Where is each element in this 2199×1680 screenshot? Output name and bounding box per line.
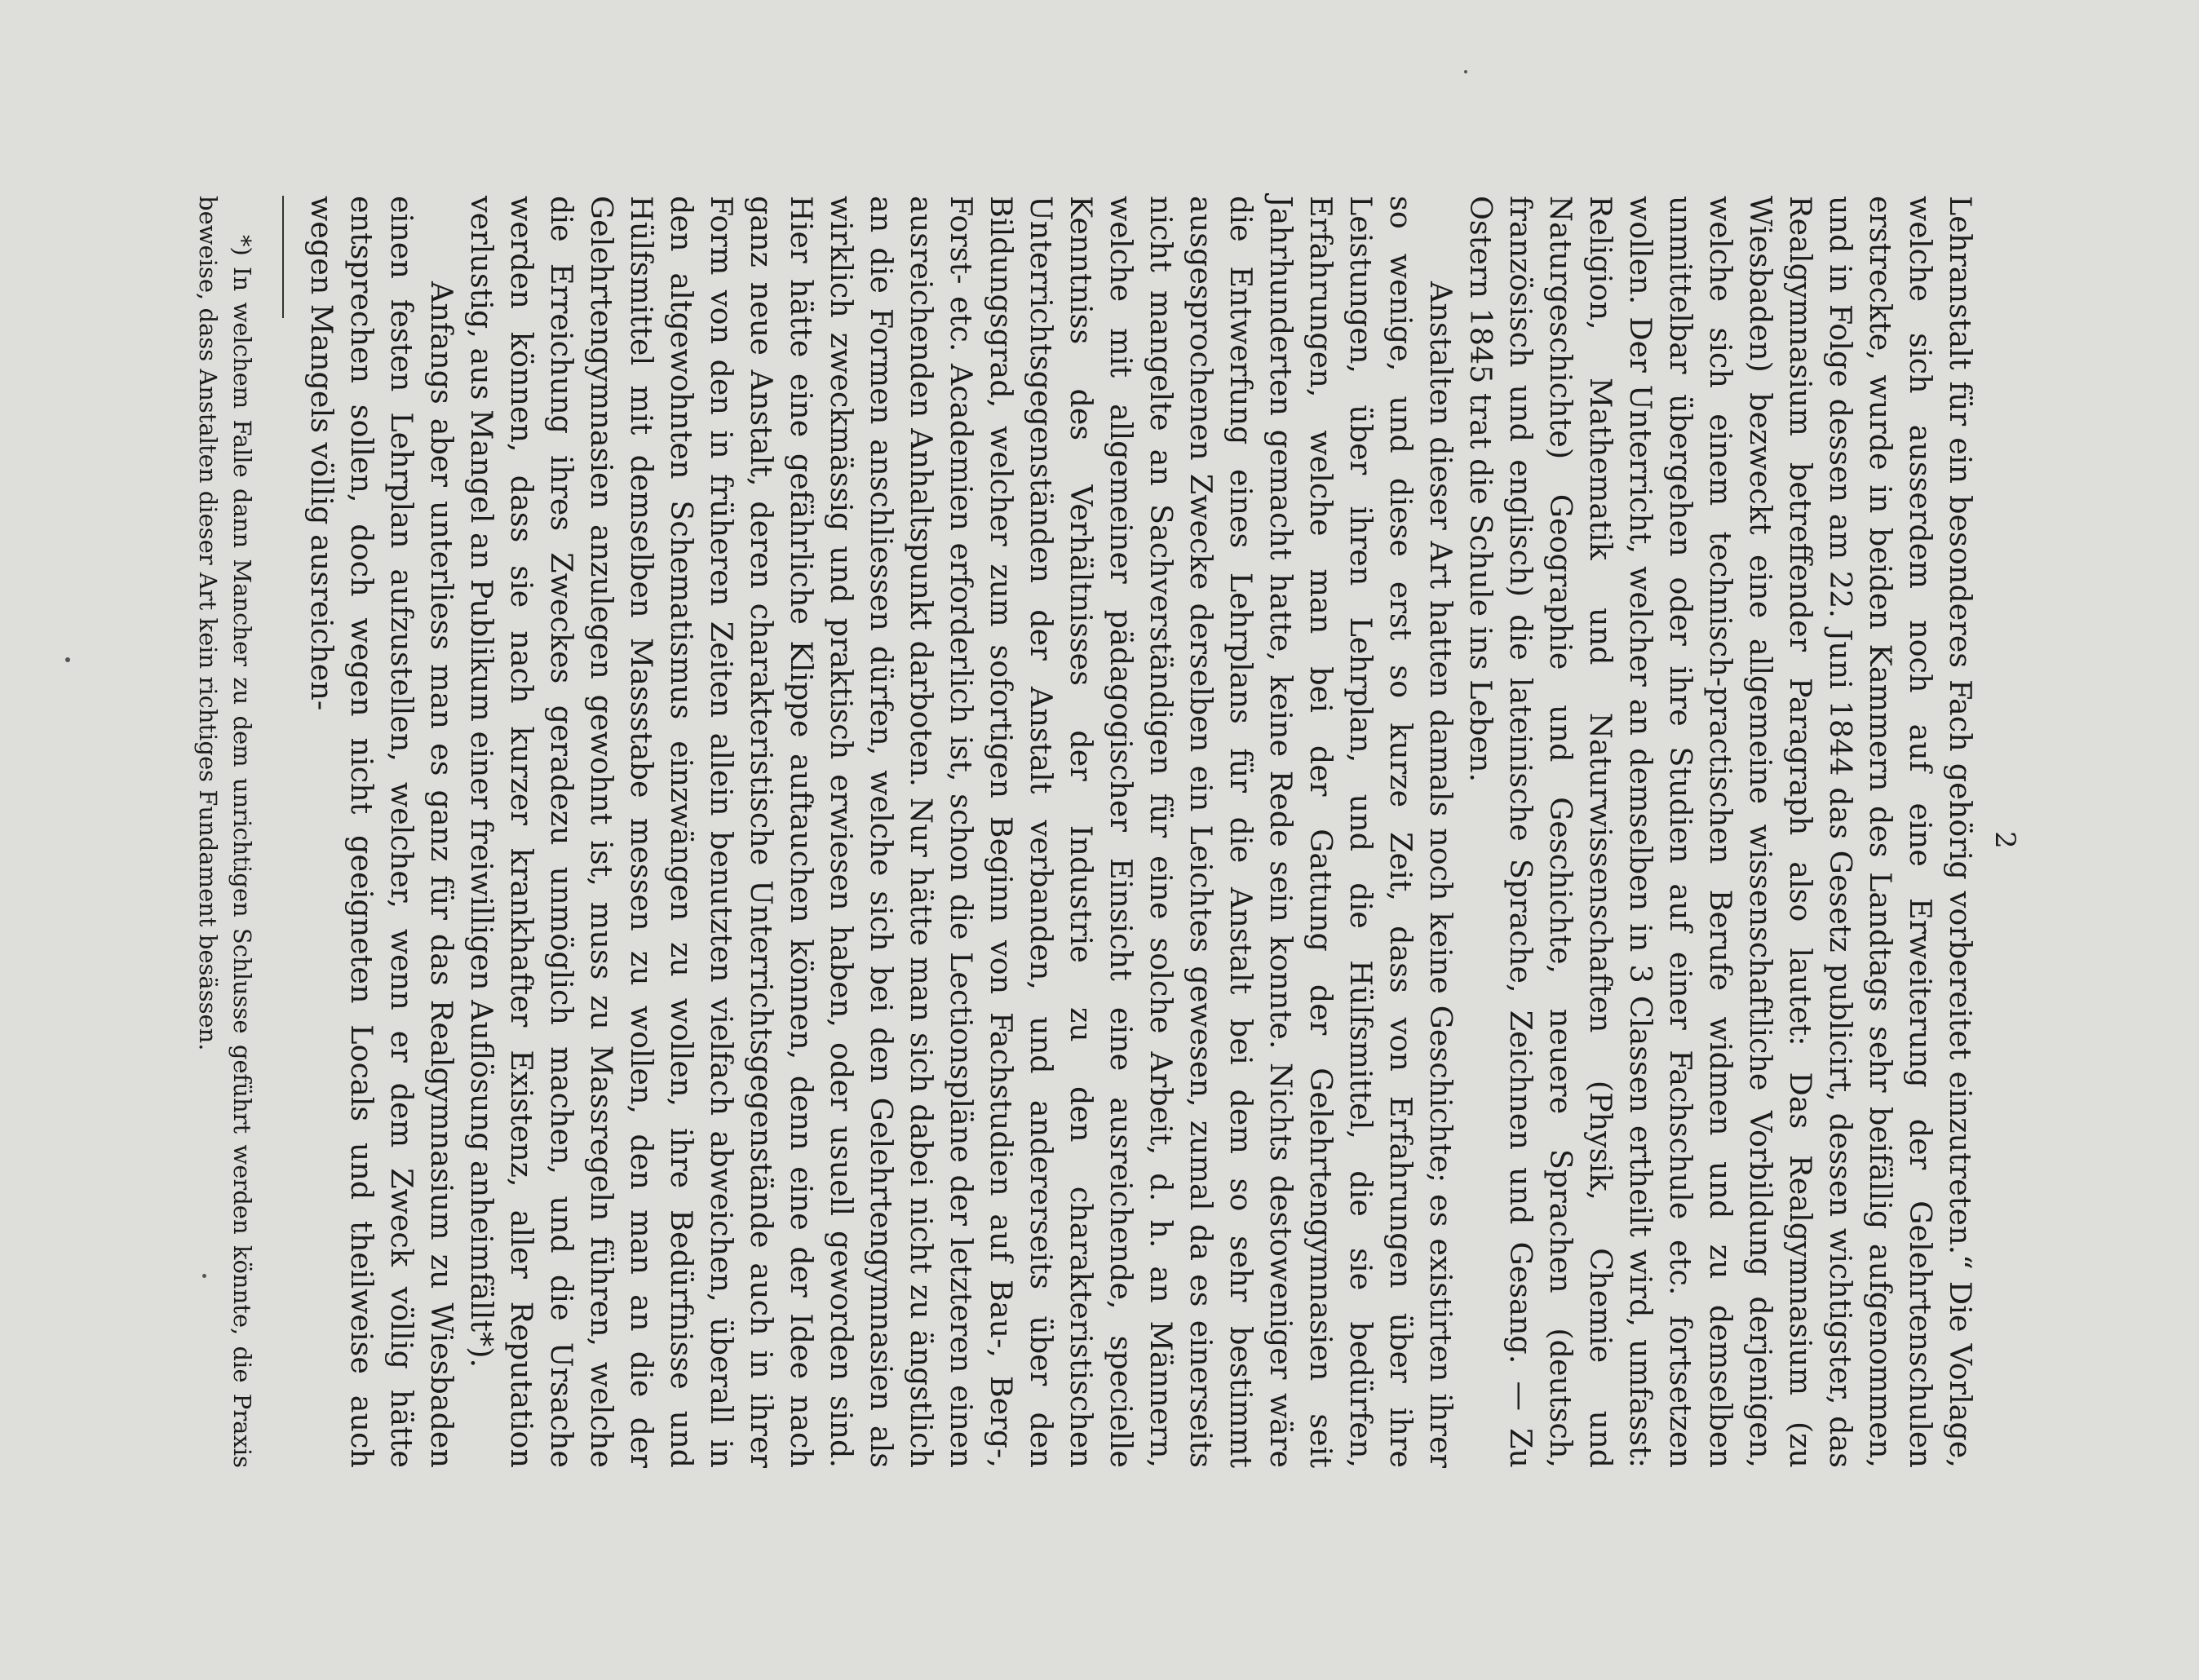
page-number: 2 <box>1989 831 2021 849</box>
body-text <box>191 196 1980 1468</box>
paragraph-3: Anfangs aber unterliess man es ganz für das Realgymnasium zu Wiesbaden einen festen Lehrplan aufzustellen, welcher, wenn er dem Zweck völlig hätte entsprechen sollen, doch wegen nicht geeigneten Locals und theilweise auch wegen Mangels völlig ausreichen- <box>304 196 459 1468</box>
footnote-rule <box>282 196 284 318</box>
paper-speck <box>202 1274 206 1278</box>
paragraph-2: Anstalten dieser Art hatten damals noch keine Geschichte; es existirten ihrer so wenige, und diese erst so kurze Zeit, dass von Erfahrungen über ihre Leistungen, über ihren Lehrplan, und die Hülfsmittel, die sie bedürfen, Erfahrungen, welche man bei der Gattung der Gelehrtengymnasien seit Jahrhunderten gemacht hatte, keine Rede sein konnte. Nichts destoweniger wäre die Entwerfung eines Lehrplans für die Anstalt bei dem so sehr bestimmt ausgesprochenen Zwecke derselben ein Leichtes gewesen, zumal da es einerseits nicht mangelte an Sachverständigen für eine solche Arbeit, d. h. an Männern, welche mit allgemeiner pädagogischer Einsicht eine ausreichende, specielle Kenntniss des Verhältnisses der Industrie zu den charakteristischen Unterrichtsgegenständen der Anstalt verbanden, und andererseits über den Bildungsgrad, welcher zum sofortigen Beginn von Fachstudien auf Bau-, Berg-, Forst- etc. Academien erforderlich ist, schon die Lectionspläne der letzteren einen ausreichenden Anhaltspunkt darboten. Nur hätte man sich dabei nicht zu ängstlich an die Formen anschliessen dürfen, welche sich bei den Gelehrtengymnasien als wirklich zweckmässig und praktisch erwiesen haben, oder usuell geworden sind. Hier hätte eine gefährliche Klippe auftauchen können, denn eine der Idee nach ganz neue Anstalt, deren charakteristische Unterrichtsgegenstände auch in ihrer Form von den in früheren Zeiten allein benutzten vielfach abweichen, überall in den altgewohnten Schematismus einzwängen zu wollen, ihre Bedürfnisse und Hülfsmittel mit demselben Massstabe messen zu wollen, den man an die der Gelehrtengymnasien anzulegen gewohnt ist, muss zu Massregeln führen, welche die Erreichung ihres Zweckes geradezu unmöglich machen, und die Ursache werden können, dass sie nach kurzer krankhafter Existenz, aller Reputation verlustig, aus Mangel an Publikum einer freiwilligen Auflösung anheimfällt*). <box>464 196 1458 1468</box>
footnote: *) In welchem Falle dann Mancher zu dem unrichtigen Schlusse geführt werden könnte, die Praxis beweise, dass Anstalten dieser Art kein richtiges Fundament besässen. <box>194 196 256 1468</box>
paragraph-1: Lehranstalt für ein besonderes Fach gehörig vorbereitet einzutreten.“ Die Vorlage, welche sich ausserdem noch auf eine Erweiterung der Gelehrtenschulen erstreckte, wurde in beiden Kammern des Landtags sehr beifällig aufgenommen, und in Folge dessen am 22. Juni 1844 das Gesetz publicirt, dessen wichtigster, das Realgymnasium betreffender Paragraph also lautet: Das Realgymnasium (zu Wiesbaden) bezweckt eine allgemeine wissenschaftliche Vorbildung derjenigen, welche sich einem technisch-practischen Berufe widmen und zu demselben unmittelbar übergehen oder ihre Studien auf einer Fachschule etc. fortsetzen wollen. Der Unterricht, welcher an demselben in 3 Classen ertheilt wird, umfasst: Religion, Mathematik und Naturwissenschaften (Physik, Chemie und Naturgeschichte) Geographie und Geschichte, neuere Sprachen (deutsch, französisch und englisch) die lateinische Sprache, Zeichnen und Gesang. — Zu Ostern 1845 trat die Schule ins Leben. <box>1463 196 1978 1468</box>
paper-speck <box>1464 70 1467 73</box>
paper-speck <box>65 657 70 662</box>
page-content <box>153 139 2046 1541</box>
